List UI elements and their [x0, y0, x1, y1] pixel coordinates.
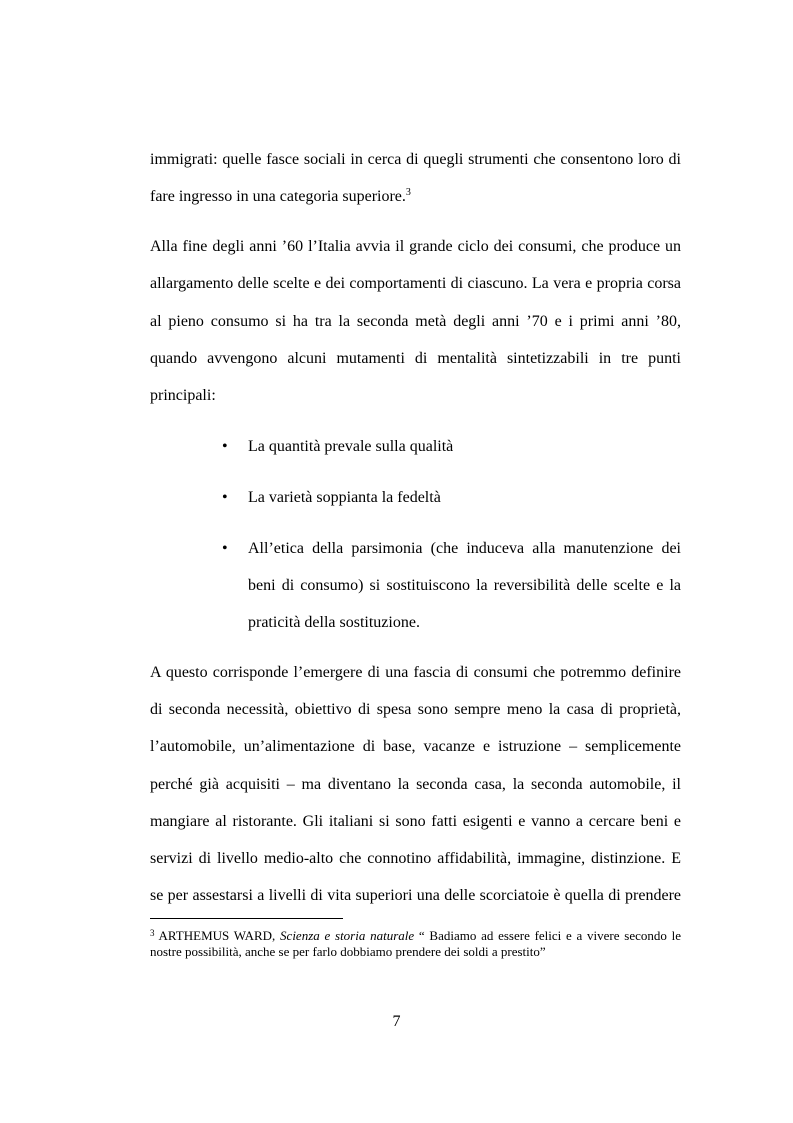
- paragraph3-line-2: di seconda necessità, obiettivo di spesa sono sempre meno la casa di proprietà,: [150, 701, 681, 718]
- footnote-line-2: nostre possibilità, anche se per farlo dobbiamo prendere dei soldi a prestito”: [150, 944, 546, 959]
- paragraph1-line-1: immigrati: quelle fasce sociali in cerca di quegli strumenti che consentono loro di: [150, 151, 681, 168]
- paragraph2-line-3: al pieno consumo si ha tra la seconda metà degli anni ’70 e i primi anni ’80,: [150, 313, 681, 330]
- footnote-author: ARTHEMUS WARD,: [158, 928, 276, 943]
- paragraph1-line-2-text: fare ingresso in una categoria superiore.: [150, 188, 406, 205]
- paragraph3-line-3: l’automobile, un’alimentazione di base, vacanze e istruzione – semplicemente: [150, 738, 681, 755]
- paragraph3-line-1: A questo corrisponde l’emergere di una fascia di consumi che potremmo definire: [150, 664, 681, 681]
- footnote-ref-3: 3: [405, 187, 411, 198]
- bullet-marker: •: [222, 489, 228, 506]
- paragraph3-line-4: perché già acquisiti – ma diventano la seconda casa, la seconda automobile, il: [150, 776, 681, 793]
- paragraph1-line-2: [150, 187, 681, 207]
- footnote-title: Scienza e storia naturale: [280, 928, 415, 943]
- paragraph2-line-4: quando avvengono alcuni mutamenti di mentalità sintetizzabili in tre punti: [150, 350, 681, 367]
- paragraph2-line-5: principali:: [150, 387, 216, 404]
- bullet-item-3-line-1: All’etica della parsimonia (che induceva alla manutenzione dei: [248, 540, 681, 557]
- bullet-item-2: La varietà soppianta la fedeltà: [248, 489, 441, 506]
- footnote-divider: [150, 918, 343, 919]
- bullet-item-1: La quantità prevale sulla qualità: [248, 438, 454, 455]
- footnote-number: 3: [150, 928, 155, 938]
- bullet-item-3-line-2: beni di consumo) si sostituiscono la reversibilità delle scelte e la: [248, 577, 681, 594]
- bullet-item-3-line-3: praticità della sostituzione.: [248, 614, 420, 631]
- paragraph3-line-6: servizi di livello medio-alto che connotino affidabilità, immagine, distinzione. E: [150, 850, 681, 867]
- bullet-marker: •: [222, 438, 228, 455]
- footnote-line-1: [150, 928, 681, 943]
- bullet-marker: •: [222, 540, 228, 557]
- paragraph2-line-1: Alla fine degli anni ’60 l’Italia avvia il grande ciclo dei consumi, che produce un: [150, 238, 681, 255]
- page-number: 7: [392, 1013, 401, 1030]
- footnote-quote-1: “ Badiamo ad essere felici e a vivere secondo le: [418, 928, 681, 943]
- paragraph3-line-7: se per assestarsi a livelli di vita superiori una delle scorciatoie è quella di prendere: [150, 887, 681, 904]
- paragraph3-line-5: mangiare al ristorante. Gli italiani si sono fatti esigenti e vanno a cercare beni e: [150, 813, 681, 830]
- paragraph2-line-2: allargamento delle scelte e dei comportamenti di ciascuno. La vera e propria corsa: [150, 275, 681, 292]
